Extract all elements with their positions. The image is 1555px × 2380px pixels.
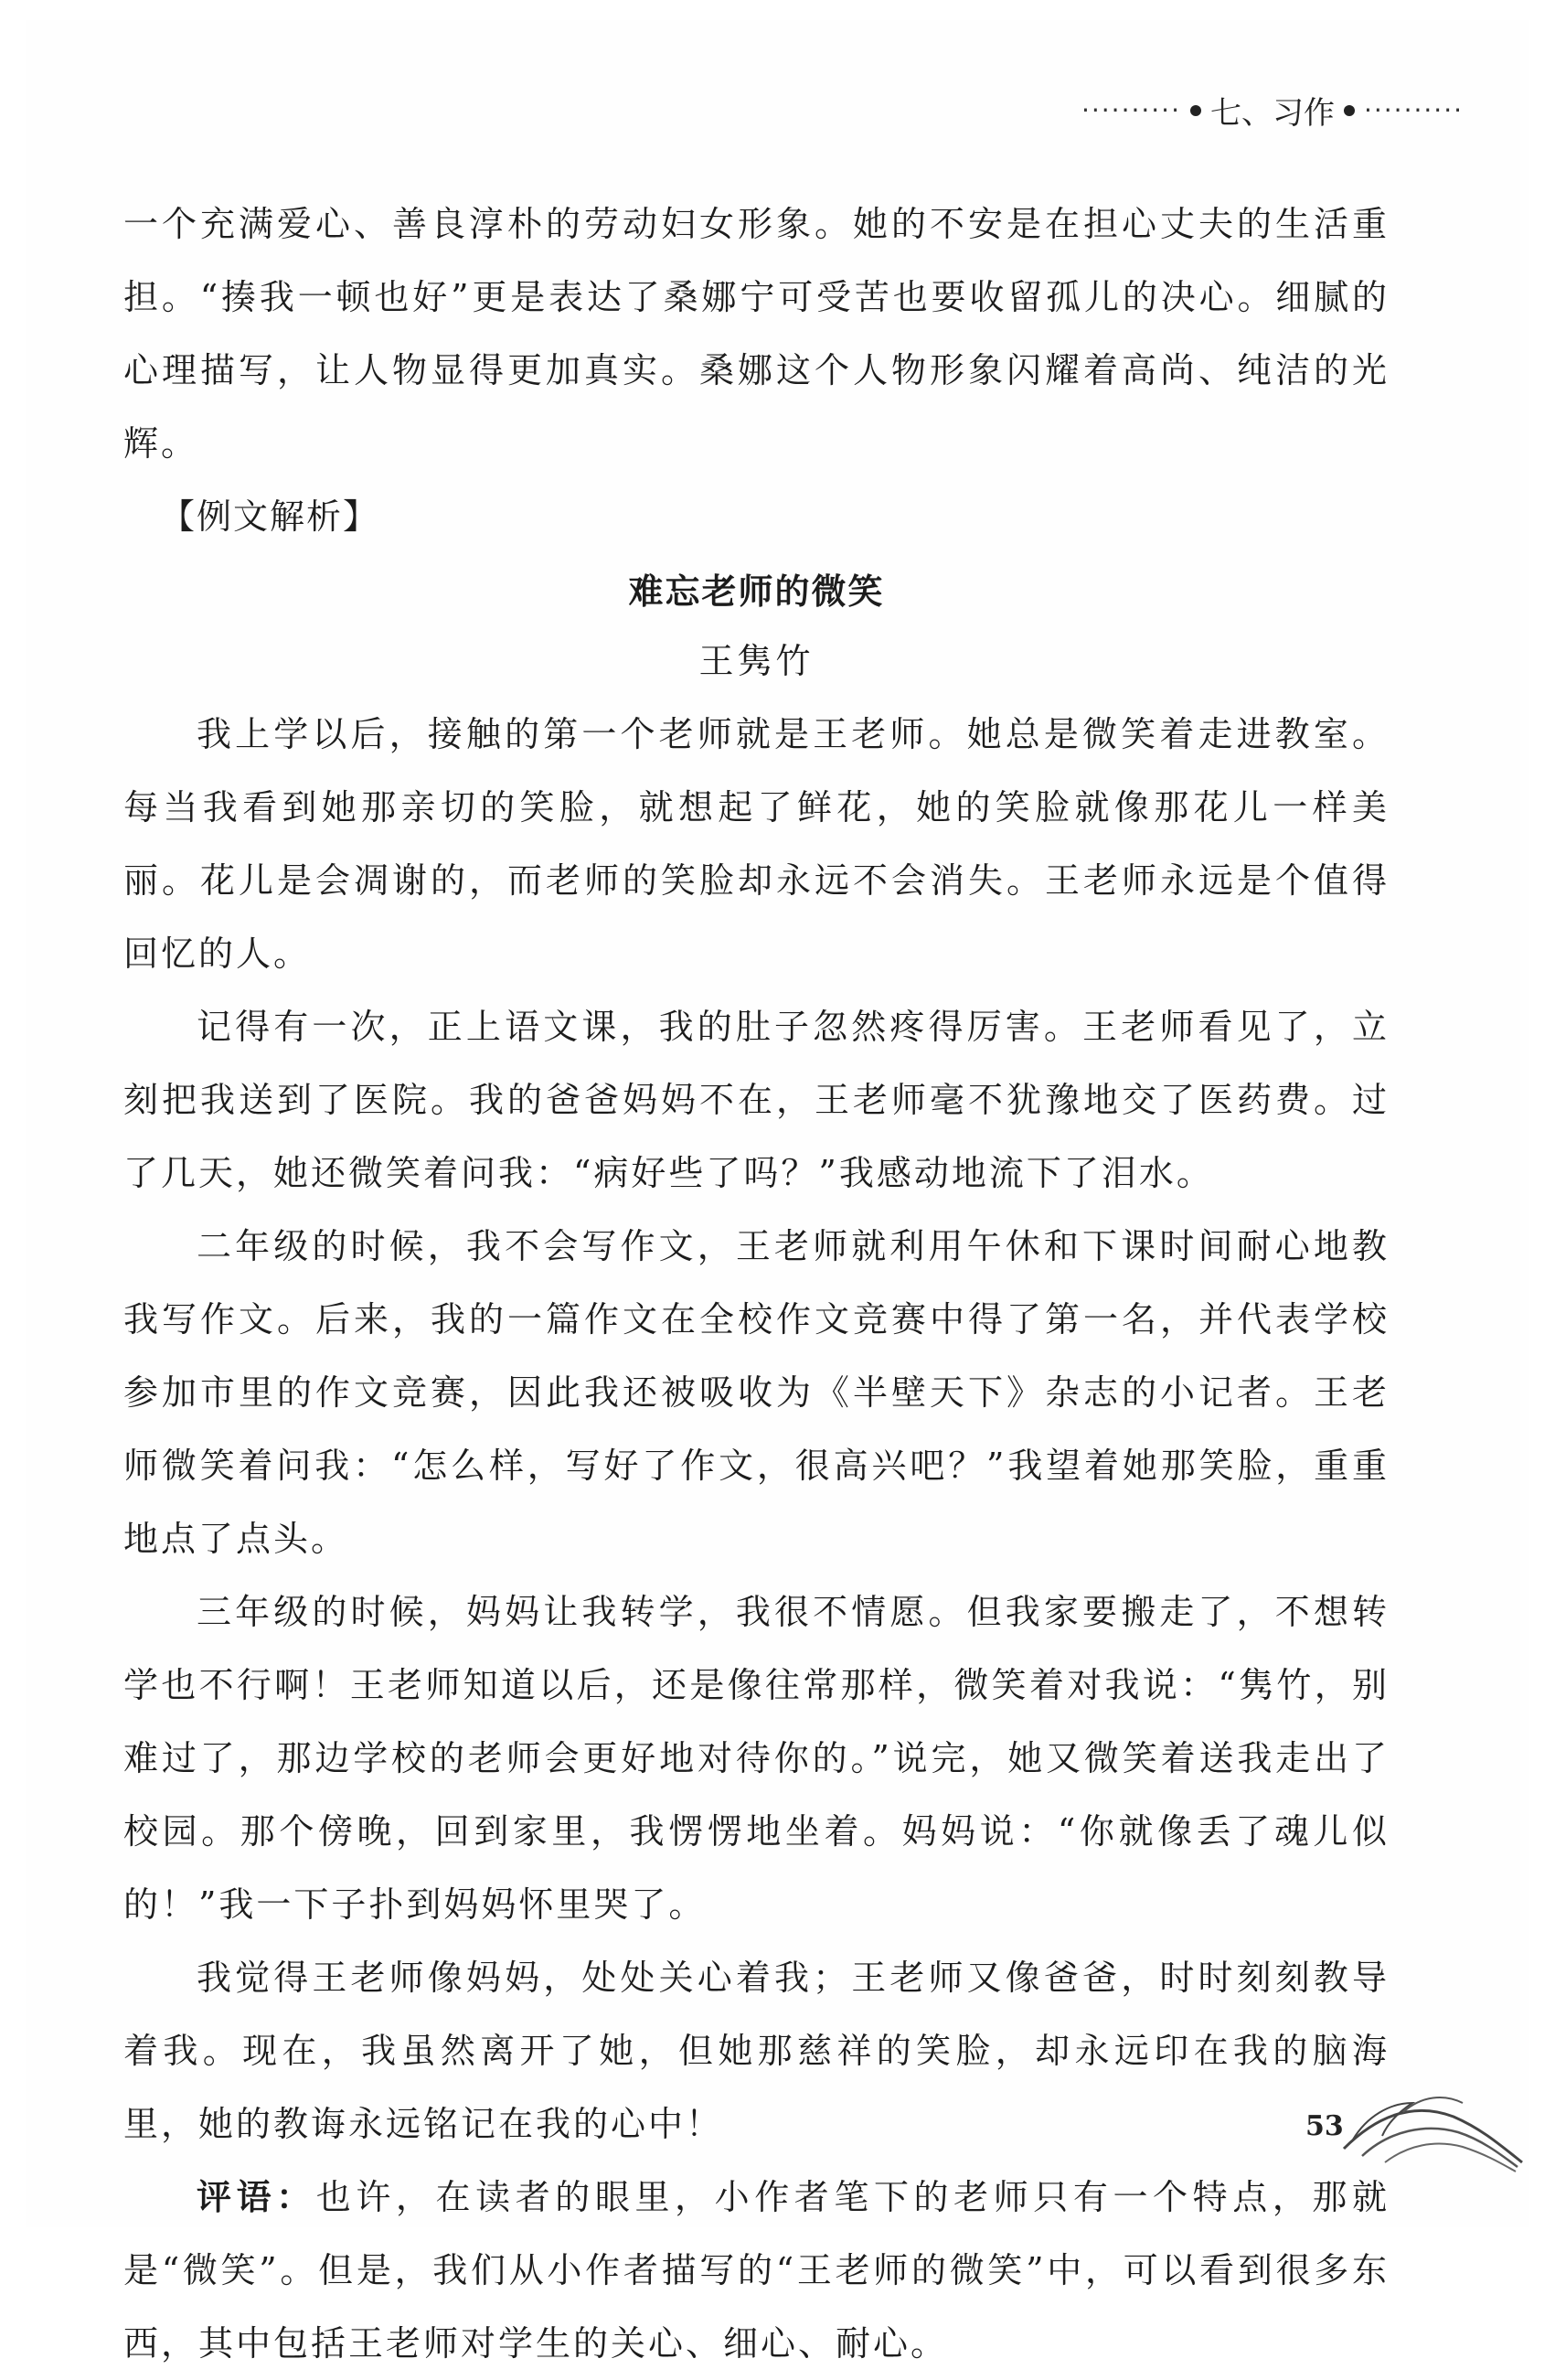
intro-paragraph: 一个充满爱心、善良淳朴的劳动妇女形象。她的不安是在担心丈夫的生活重担。“揍我一顿也好”更是表达了桑娜宁可受苦也要收留孤儿的决心。细腻的心理描写，让人物显得更加真实。桑娜这个人物形象闪耀着高尚、纯洁的光辉。 (123, 204, 1390, 464)
page-number: 53 (1305, 2110, 1344, 2142)
header-bullet-right (1344, 105, 1355, 116)
essay-paragraph-2: 记得有一次，正上语文课，我的肚子忽然疼得厉害。王老师看见了，立刻把我送到了医院。我的爸爸妈妈不在，王老师毫不犹豫地交了医药费。过了几天，她还微笑着问我：“病好些了吗？”我感动地流下了泪水。 (123, 1007, 1390, 1193)
essay-author: 王隽竹 (698, 641, 815, 681)
essay-paragraph-3: 二年级的时候，我不会写作文，王老师就利用午休和下课时间耐心地教我写作文。后来，我的一篇作文在全校作文竞赛中得了第一名，并代表学校参加市里的作文竞赛，因此我还被吸收为《半壁天下》杂志的小记者。王老师微笑着问我：“怎么样，写好了作文，很高兴吧？”我望着她那笑脸，重重地点了点头。 (123, 1226, 1390, 1559)
comment-text: 也许，在读者的眼里，小作者笔下的老师只有一个特点，那就是“微笑”。但是，我们从小作者描写的“王老师的微笑”中，可以看到很多东西，其中包括王老师对学生的关心、细心、耐心。 (123, 2177, 1390, 2364)
header-bullet-left (1190, 105, 1201, 116)
essay-title: 难忘老师的微笑 (628, 571, 885, 612)
essay-paragraph-5: 我觉得王老师像妈妈，处处关心着我；王老师又像爸爸，时时刻刻教导着我。现在，我虽然离开了她，但她那慈祥的笑脸，却永远印在我的脑海里，她的教诲永远铭记在我的心中！ (123, 1958, 1390, 2144)
page-content (123, 187, 1390, 2380)
essay-paragraph-4: 三年级的时候，妈妈让我转学，我很不情愿。但我家要搬走了，不想转学也不行啊！王老师知道以后，还是像往常那样，微笑着对我说：“隽竹，别难过了，那边学校的老师会更好地对待你的。”说完，她又微笑着送我走出了校园。那个傍晚，回到家里，我愣愣地坐着。妈妈说：“你就像丢了魂儿似的！”我一下子扑到妈妈怀里哭了。 (123, 1592, 1390, 1925)
wave-ornament-icon (1335, 2076, 1527, 2176)
comment-paragraph (123, 2161, 1390, 2380)
section-label: 【例文解析】 (160, 496, 380, 537)
essay-paragraph-1: 我上学以后，接触的第一个老师就是王老师。她总是微笑着走进教室。每当我看到她那亲切的笑脸，就想起了鲜花，她的笑脸就像那花儿一样美丽。花儿是会凋谢的，而老师的笑脸却永远不会消失。王老师永远是个值得回忆的人。 (123, 714, 1390, 974)
comment-label: 评语： (197, 2177, 316, 2217)
header-dots-right: ·········· (1363, 95, 1464, 125)
running-header (1081, 88, 1464, 133)
header-section-title: 七、习作 (1209, 95, 1335, 132)
header-dots-left: ·········· (1081, 95, 1181, 125)
